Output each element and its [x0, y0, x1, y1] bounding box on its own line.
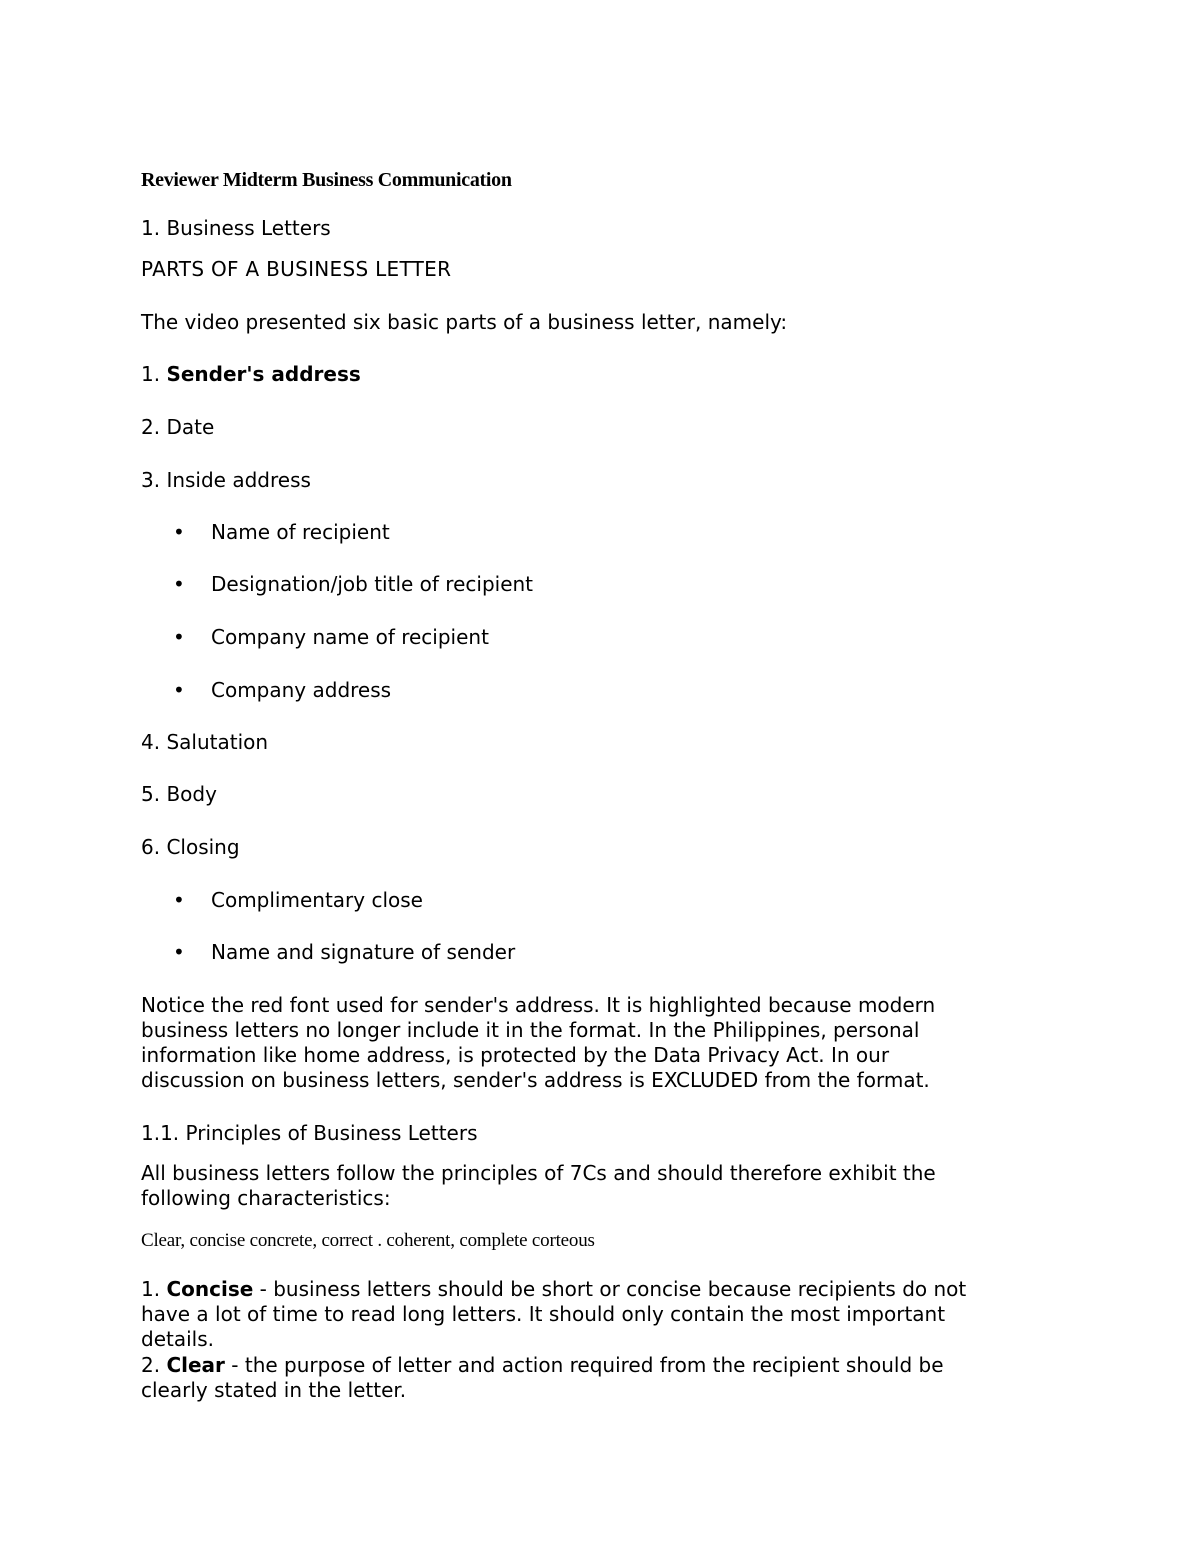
- part-inside-address: 3. Inside address: [141, 468, 311, 492]
- parts-heading: PARTS OF A BUSINESS LETTER: [141, 257, 452, 281]
- list-item: • Complimentary close: [173, 888, 423, 912]
- principle-concise: 1. Concise - business letters should be short or concise because recipients do not have a lot of time to read long letters. It should only contain the most important details.: [141, 1277, 967, 1351]
- section-heading-business-letters: 1. Business Letters: [141, 216, 331, 240]
- principle-clear: 2. Clear - the purpose of letter and action required from the recipient should be clearly stated in the letter.: [141, 1353, 944, 1402]
- part-label-bold: Sender's address: [166, 362, 361, 386]
- part-number: 1.: [141, 362, 167, 386]
- intro-text: The video presented six basic parts of a business letter, namely:: [141, 310, 788, 334]
- bullet-icon: •: [173, 888, 185, 912]
- part-body: 5. Body: [141, 782, 217, 806]
- part-date: 2. Date: [141, 415, 215, 439]
- list-item: • Name of recipient: [173, 520, 390, 544]
- list-item: • Name and signature of sender: [173, 940, 516, 964]
- list-item: • Company name of recipient: [173, 625, 489, 649]
- part-senders-address: [141, 362, 361, 386]
- part-closing: 6. Closing: [141, 835, 240, 859]
- bullet-icon: •: [173, 678, 185, 702]
- document-title: Reviewer Midterm Business Communication: [141, 169, 512, 191]
- list-item: • Designation/job title of recipient: [173, 572, 534, 596]
- bullet-icon: •: [173, 572, 185, 596]
- part-salutation: 4. Salutation: [141, 730, 269, 754]
- principles-intro: All business letters follow the principles of 7Cs and should therefore exhibit the following characteristics:: [141, 1161, 936, 1210]
- bullet-icon: •: [173, 520, 185, 544]
- characteristics-list: Clear, concise concrete, correct . coherent, complete corteous: [141, 1230, 595, 1251]
- bullet-icon: •: [173, 940, 185, 964]
- list-item: • Company address: [173, 678, 392, 702]
- section-heading-principles: 1.1. Principles of Business Letters: [141, 1121, 478, 1145]
- principle-term: Clear: [166, 1353, 225, 1377]
- bullet-icon: •: [173, 625, 185, 649]
- principle-term: Concise: [166, 1277, 254, 1301]
- notice-paragraph: Notice the red font used for sender's address. It is highlighted because modern business letters no longer include it in the format. In the Philippines, personal information like home address, is protected by the Data Privacy Act. In our discussion on business letters, sender's address is EXCLUDED from the format.: [141, 993, 936, 1092]
